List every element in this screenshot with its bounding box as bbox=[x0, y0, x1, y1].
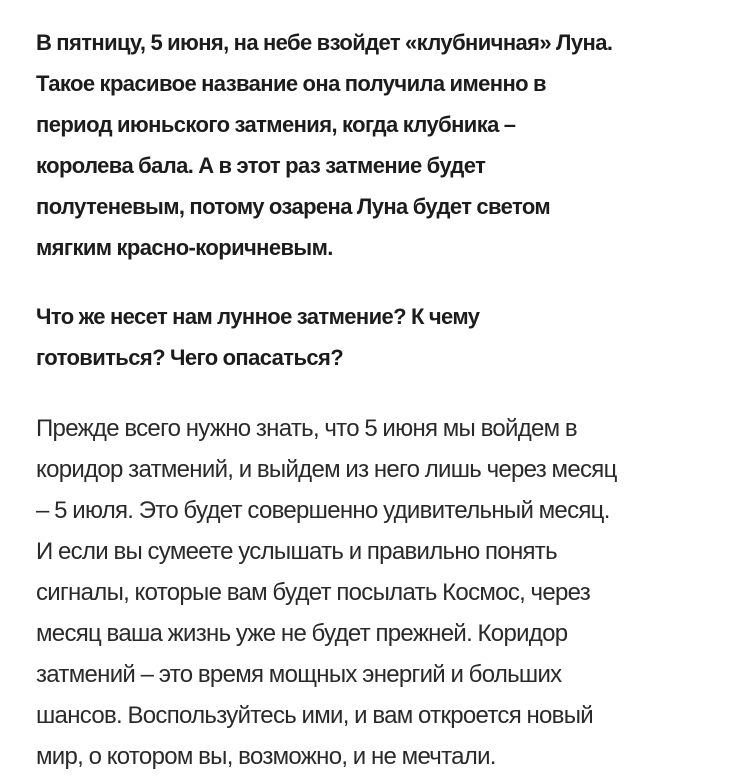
lead-line: В пятницу, 5 июня, на небе взойдет «клубничная» Луна. bbox=[36, 30, 613, 55]
body-paragraph bbox=[36, 408, 726, 777]
lead-line: период июньского затмения, когда клубника – bbox=[36, 112, 516, 137]
subhead-line: готовиться? Чего опасаться? bbox=[36, 345, 344, 370]
lead-line: Такое красивое название она получила именно в bbox=[36, 71, 546, 96]
article-text bbox=[36, 22, 726, 777]
body-line: сигналы, которые вам будет посылать Космос, через bbox=[36, 579, 591, 606]
body-line: месяц ваша жизнь уже не будет прежней. Коридор bbox=[36, 620, 568, 647]
body-line: мир, о котором вы, возможно, и не мечтали. bbox=[36, 743, 496, 770]
body-line: – 5 июля. Это будет совершенно удивительный месяц. bbox=[36, 497, 610, 524]
body-line: Прежде всего нужно знать, что 5 июня мы войдем в bbox=[36, 415, 577, 442]
subhead-line: Что же несет нам лунное затмение? К чему bbox=[36, 304, 480, 329]
body-line: коридор затмений, и выйдем из него лишь через месяц bbox=[36, 456, 617, 483]
body-line: И если вы сумеете услышать и правильно понять bbox=[36, 538, 557, 565]
body-line: затмений – это время мощных энергий и больших bbox=[36, 661, 562, 688]
lead-paragraph bbox=[36, 22, 726, 268]
body-line: шансов. Воспользуйтесь ими, и вам откроется новый bbox=[36, 702, 593, 729]
lead-line: полутеневым, потому озарена Луна будет светом bbox=[36, 194, 551, 219]
lead-line: королева бала. А в этот раз затмение будет bbox=[36, 153, 486, 178]
question-subheading bbox=[36, 296, 726, 378]
lead-line: мягким красно-коричневым. bbox=[36, 235, 333, 260]
